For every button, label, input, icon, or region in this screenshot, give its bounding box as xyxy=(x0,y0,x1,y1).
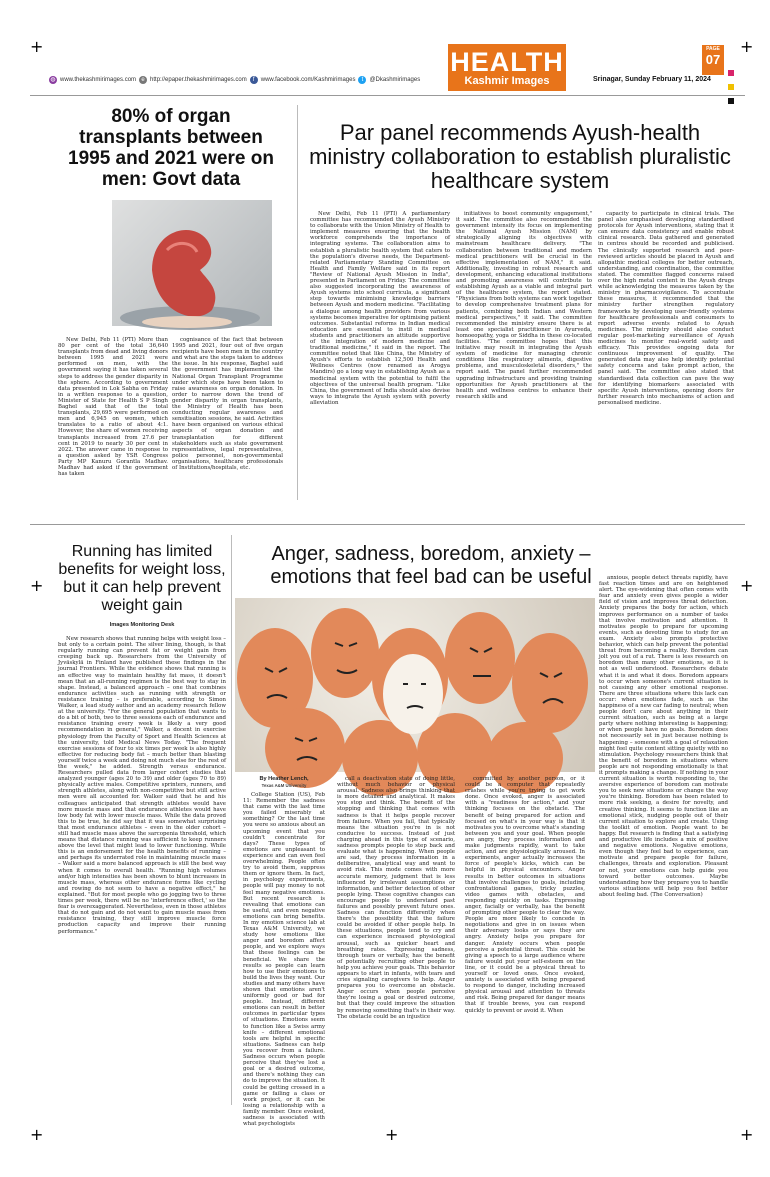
emotions-byline-org: Texas A&M University xyxy=(261,783,307,788)
organ-column-1: New Delhi, Feb 11 (PTI) More than 80 per cent of the total 36,640 transplants from dead and living donors between 1995 and 2021 were performed on men, with the government saying it has taken several steps to address the gender disparity in the sphere. According to government data presented in Lok Sabha on Friday in a written response to a question, Minister of State for Health S P Singh Baghel said that of the total transplants, 29,695 were performed on men and 6,945 on women, which translates to a ratio of about 4:1. However, the share of women receiving transplants increased from 27.6 per cent in 2019 to nearly 30 per cent in 2022. The answer came in response to a question asked by YSR Congress Party MP Kanuru Gorantla Madhav. Madhav had asked if the government has taken xyxy=(58,337,168,478)
eggs-photo xyxy=(235,598,595,772)
column-divider xyxy=(231,535,232,1105)
page-label: PAGE xyxy=(706,46,720,52)
column-divider xyxy=(297,105,298,500)
emotions-column-3: committed by another person, or it could be a computer that repeatedly crashes while you're trying to get work done. Once evoked, anger is associated with a "readiness for action," and your thinking focuses on the obstacle. The benefit of being prepared for action and focused on what's in your way is that it motivates you to overcome what's standing between you and your goal. When people are angry, they process information and make judgments rapidly, want to take action, and are physiologically aroused. In experiments, anger actually increases the force of people's kicks, which can be helpful in physical encounters. Anger results in better outcomes in situations that involve challenges to goals, including confrontational games, tricky puzzles, video games with obstacles, and responding quickly on tasks. Expressing anger, facially or verbally, has the benefit of prompting other people to clear the way. People are more likely to concede in negotiations and give in on issues when their adversary looks or says they are angry. Anxiety helps you prepare for danger. Anxiety occurs when people perceive a potential threat. This could be giving a speech to a large audience where failure would put your self-esteem on the line, or it could be a physical threat to yourself or loved ones. Once evoked, anxiety is associated with being prepared to respond to danger, including increased physical arousal and attention to threats and risk. Being prepared for danger means that if trouble brews, you can respond quickly to prevent or avoid it. When xyxy=(465,776,585,1014)
twitter-icon: t xyxy=(358,76,366,84)
emotions-column-4: anxious, people detect threats rapidly, have fast reaction times and are on heightened alert. The eye-widening that often comes with fear and anxiety even gives people a wider field of vision and improves threat detection. Anxiety prepares the body for action, which improves performance on a number of tasks that involve motivation and attention. It motivates people to prepare for upcoming events, such as devoting time to study for an exam. Anxiety also prompts protective behavior, which can help prevent the potential threat from becoming a reality. Boredom can jolt you out of a rut. There is less research on boredom than many other emotions, so it is not as well understood. Researchers debate what it is and what it does. Boredom appears to occur when someone's current situation is not causing any other emotional response. There are three situations where this lack can occur: when emotions fade, such as the happiness of a new car fading to neutral; when people don't care about anything in their current situation, such as being at a large party where nothing interesting is happening; or when people have no goals. Boredom does not necessarily set in just because nothing is happening – someone with a goal of relaxation might feel quite content sitting quietly with no stimulation. Psychology researchers think that the benefit of boredom in situations where people are not responding emotionally is that it prompts making a change. If nothing in your current situation is worth responding to, the aversive experience of boredom can motivate you to seek new situations or change the way you're thinking. Boredom has been related to more risk seeking, a desire for novelty, and creative thinking. It seems to function like an emotional stick, nudging people out of their current situation to explore and create. Using the toolkit of emotion. People want to be happy. But research is finding that a satisfying and productive life includes a mix of positive and negative emotions. Negative emotions, even though they feel bad to experience, can motivate and prepare people for failure, challenges, threats and exploration. Pleasant or not, your emotions can help guide you toward better outcomes. Maybe understanding how they prepare you to handle various situations will help you feel better about feeling bad. (The Conversation) xyxy=(599,575,728,898)
header-divider xyxy=(30,95,745,96)
twitter-handle[interactable]: @Dkashmirimages xyxy=(369,77,421,83)
color-registration-marks xyxy=(728,70,738,104)
eggs-illustration xyxy=(235,598,595,772)
emotions-byline: By Heather Lench, xyxy=(259,776,309,782)
social-links xyxy=(49,76,420,84)
epaper-icon: e xyxy=(139,76,147,84)
section-title: HEALTH xyxy=(450,47,564,77)
ayush-headline: Par panel recommends Ayush-health ministry collaboration to establish pluralistic healthcare system xyxy=(309,120,731,193)
website-link[interactable]: www.thekashmirimages.com xyxy=(60,77,137,83)
crop-mark: + xyxy=(740,576,754,595)
crop-mark: + xyxy=(30,37,44,56)
emotions-headline: Anger, sadness, boredom, anxiety – emotions that feel bad can be useful xyxy=(270,543,592,588)
facebook-link[interactable]: www.facebook.com/Kashmirimages xyxy=(260,77,356,83)
ayush-column-2: initiatives to boost community engagement," it said. The committee also recommended the government intensify its focus on implementing the National Ayush Mission (NAM) by strategically aligning its objectives with mainstream healthcare delivery. "The collaboration between traditional and modern medical practitioners will be crucial in the effective implementation of NAM," it said. Additionally, investing in robust research and development, enhancing educational institutions and promoting awareness will contribute to establishing Ayush as a viable and integral part of the healthcare system, the report stated. "Physicians from both systems can work together to develop comprehensive treatment plans for patients, combining both Indian and Western medical perspectives," it said. The committee recommended the ministry ensure there is at least one specialist practitioner in Ayurveda, homoeopathy, yoga or Siddha in these co-located facilities. "The committee hopes that this initiative may result in integrating the Ayush system of medicine for managing chronic conditions like respiratory ailments, digestive problems, and musculoskeletal disorders," the report said. The panel further recommended upgrading infrastructure and providing training opportunities for Ayush practitioners at the health and wellness centres to enhance their research skills and xyxy=(456,211,592,400)
running-credit: Images Monitoring Desk xyxy=(109,622,175,628)
ayush-column-3: capacity to participate in clinical trials. The panel also emphasised developing standardised protocols for Ayush interventions, stating that it can ensure data consistency and enable robust clinical research. Data gathered and generated in centres should be recorded and publicised. The clinically supported research and peer-reviewed articles should be placed in Ayush and allopathic medical colleges for better outreach, understanding, and coordination, the committee stated. The committee flagged concerns raised over the high metal content in the Ayush drugs while acknowledging the measures taken by the ministry in pharmacovigilance. To accentuate these measures, it recommended that the ministry further strengthen regulatory frameworks by developing user-friendly systems for healthcare professionals and consumers to report adverse events related to Ayush medicines. The ministry should also conduct regular post-marketing surveillance of Ayush medicines to monitor real-world safety and efficacy. This provides ongoing data for continuous improvement of quality. The generated data may also help identify potential safety concerns and take prompt action, the panel said. The committee also stated that standardised data collection can pave the way for identifying biomarkers associated with specific Ayush interventions, opening doors for further research into mechanisms of action and personalised medicine. xyxy=(598,211,734,406)
paper-name: Kashmir Images xyxy=(464,75,550,87)
crop-mark: + xyxy=(740,1125,754,1144)
page-badge xyxy=(702,45,724,75)
crop-mark: + xyxy=(740,37,754,56)
emotions-column-2: call a deactivation state of doing little, without much behavior or physical arousal. Sadness also brings thinking that is more detailed and analytical. It makes you stop and think. The benefit of the stopping and thinking that comes with sadness is that it helps people recover from failure. When you fail, that typically means the situation you're in is not conducive to success. Instead of just charging ahead in this type of scenario, sadness prompts people to step back and evaluate what is happening. When people are sad, they process information in a deliberative, analytical way and want to avoid risk. This mode comes with more accurate memory, judgment that is less influenced by irrelevant assumptions or information, and better detection of other people lying. These cognitive changes can encourage people to understand past failures and possibly prevent future ones. Sadness can function differently when there's the possibility that the failure could be avoided if other people help. In these situations, people tend to cry and can experience increased physiological arousal, such as quicker heart and breathing rates. Expressing sadness, through tears or verbally, has the benefit of potentially recruiting other people to help you achieve your goals. This behavior appears to start in infants, with tears and cries signaling caregivers to help. Anger prepares you to overcome an obstacle. Anger occurs when people perceive they're losing a goal or desired outcome, but that they could improve the situation by removing something that's in their way. The obstacle could be an injustice xyxy=(337,776,455,1020)
issue-date: Srinagar, Sunday February 11, 2024 xyxy=(593,76,711,83)
facebook-icon: f xyxy=(250,76,258,84)
ayush-column-1: New Delhi, Feb 11 (PTI) A parliamentary committee has recommended the Ayush Ministry to collaborate with the Union Ministry of Health to implement measures ensuring that the health workforce comprehends the importance of integrating systems. The collaboration aims to establish a pluralistic health system that caters to the population's diverse needs, the Department-related Parliamentary Standing Committee on Health and Family Welfare said in its report "Review of National Ayush Mission in India", presented in Parliament on Friday. The committee also suggested incorporating the awareness of Ayush systems into school curricula, a significant step towards minimising knowledge barriers between Ayush and modern medicine. "Facilitating a dialogue among health providers from various systems becomes imperative for optimising patient outcomes. Substantial reforms in Indian medical education are essential to instil in medical students and practitioners an attitude supportive of the integration of modern medicine and traditional medicine," it said in the report. The committee noted that like China, the Ministry of Ayush's efforts to establish 12,500 Health and Wellness Centres (now renamed as Arogya Mandirs) go a long way in establishing Ayush as a medicinal system with the potential to fulfil the objectives of the universal health program. "Like China, the government of India should also devise ways to integrate the Ayush system with poverty alleviation xyxy=(310,211,450,406)
kidney-photo xyxy=(112,200,272,326)
section-divider xyxy=(30,524,745,525)
kidney-illustration xyxy=(112,200,272,326)
running-headline: Running has limited benefits for weight loss, but it can help prevent weight gain xyxy=(58,543,226,614)
epaper-link[interactable]: http://epaper.thekashmirimages.com xyxy=(150,77,247,83)
organ-column-2: cognisance of the fact that between 1995 and 2021, four out of five organ recipients have been men in the country and what are the steps taken to address the issue. In his response, Baghel said the government has implemented the National Organ Transplant Programme under which steps have been taken to raise awareness on organ donation. In order to narrow down the trend of gender disparity in organ transplants, the Ministry of Health has been conducting regular awareness and sensitisation sessions, he said. Activities have been organised on various ethical aspects of organ donation and transplantation for different stakeholders such as state government representatives, legal representatives, police personnel, non-governmental organisations, healthcare professionals of Institutions/hospitals, etc. xyxy=(172,337,283,471)
page-number: 07 xyxy=(705,52,721,67)
crop-mark: + xyxy=(30,576,44,595)
crop-mark: + xyxy=(385,1125,399,1144)
crop-mark: + xyxy=(30,1125,44,1144)
globe-icon: ◍ xyxy=(50,77,56,83)
running-body: New research shows that running helps with weight loss – but only to a certain point. The silver lining, though, is that regularly running can prevent fat or weight gain from creeping back up. Researchers from the University of Jyväskylä in Finland have published these findings in the journal Frontiers. While the evidence shows that running is an effective way to maintain healthy fat mass, it doesn't mean that an all-running regimen is the best way to stay in shape. Instead, a balanced approach – one that combines endurance activities such as running with strength or resistance training – is preferable, according to Simon Walker, a lead study author and an academy research fellow at the university. "For the general population that wants to do a bit of both, two to three sessions each of endurance and resistance training every week is likely a very good recommendation in general," Walker, a docent in exercise physiology from the Faculty of Sport and Health Sciences at the university, told Medical News Today. "The frequent exercise sessions of four to six times per week is also highly effective for reducing body fat – much better than blasting yourself twice a week and doing not much else for the rest of the week," he added. Strength versus endurance. Researchers pulled data from larger cohort studies that analyzed younger (ages 20 to 39) and older (ages 70 to 89) physically active males. Competitive sprinters, runners, and strength athletes, along with non-competitive but still active men were all accounted for. Walker said that he and his colleagues anticipated that strength athletes would have more muscle mass and that endurance athletes would have low body fat with lower muscle mass. While the data proved this to be true, he did say that it was somewhat surprising that most endurance athletes – even in the older cohort – still had muscle mass above the sarcopenia threshold, which means that distance running was sufficient to keep runners above the level that might lead to lower functioning. While this is an endorsement for the health benefits of running – and perhaps its underrated role in maintaining muscle mass – Walker said a more balanced approach is still the best way when it comes to overall health. "Running high volumes and/or high intensities has been shown to blunt increases in muscle mass, whereas other endurance forms like cycling and rowing do not seem to have a negative effect," he explained. "But for most people who go jogging two to three times per week, there will be no 'interference effect,' so the fear is overexaggerated. Nevertheless, even in those athletes that do not gain and do not want to gain muscle mass from resistance training, they still improve muscle force production capacity and improve their running performance." xyxy=(58,636,226,935)
emotions-column-1: College Station (US), Feb 11: Remember the sadness that came with the last time you failed miserably at something? Or the last time you were so anxious about an upcoming event that you couldn't concentrate for days? These types of emotions are unpleasant to experience and can even feel overwhelming. People often try to avoid them, suppress them or ignore them. In fact, in psychology experiments, people will pay money to not feel many negative emotions. But recent research is revealing that emotions can be useful, and even negative emotions can bring benefits. In my emotion science lab at Texas A&M University, we study how emotions like anger and boredom affect people, and we explore ways that these feelings can be beneficial. We share the results so people can learn how to use their emotions to build the lives they want. Our studies and many others have shown that emotions aren't uniformly good or bad for people. Instead, different emotions can result in better outcomes in particular types of situations. Emotions seem to function like a Swiss army knife – different emotional tools are helpful in specific situations. Sadness can help you recover from a failure. Sadness occurs when people perceive that they've lost a goal or a desired outcome, and there's nothing they can do to improve the situation. It could be getting crossed in a game or failing a class or work project, or it can be losing a relationship with a family member. Once evoked, sadness is associated with what psychologists xyxy=(243,792,325,1128)
organ-headline: 80% of organ transplants between 1995 and 2021 were on men: Govt data xyxy=(68,106,274,190)
